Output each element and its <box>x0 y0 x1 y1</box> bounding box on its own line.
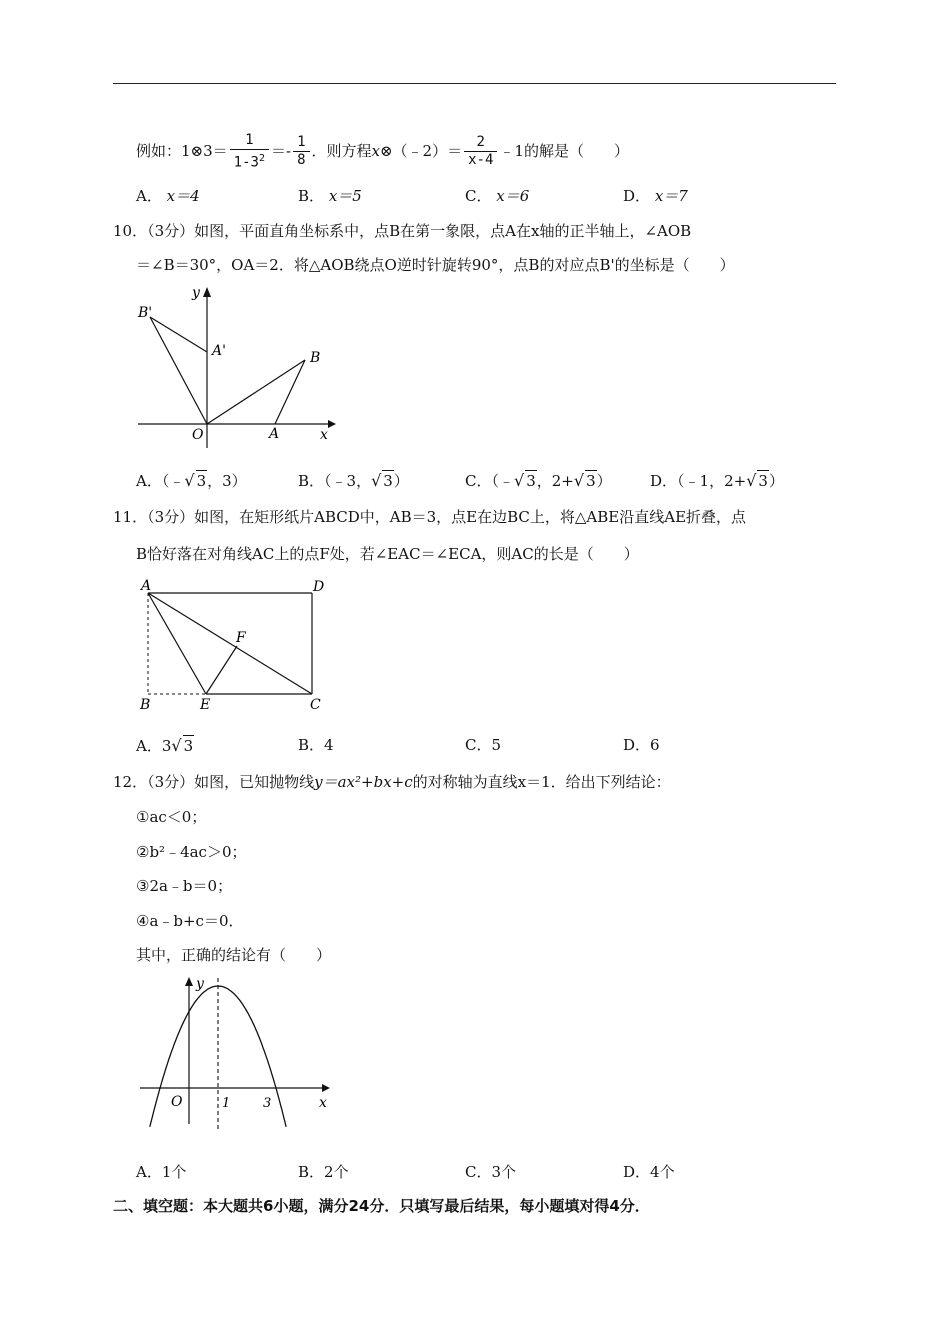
q9-prefix: 例如：1⊗3＝ <box>136 141 228 160</box>
q12-option-d: D．4个 <box>623 1163 675 1181</box>
q12-label-o: O <box>171 1094 183 1110</box>
q11-figure <box>135 576 335 716</box>
q12-stem: 12．（3分）如图，已知抛物线y＝ax²+bx+c的对称轴为直线x＝1．给出下列结论： <box>113 773 671 791</box>
q9-fraction-2 <box>293 134 309 169</box>
q9-f3-num: 2 <box>464 134 497 152</box>
q10-label-x: x <box>320 427 328 443</box>
q11-label-e: E <box>200 697 211 713</box>
q11-stem-line1: 11．（3分）如图，在矩形纸片ABCD中，AB＝3，点E在边BC上，将△ABE沿直线AE折叠，点 <box>113 508 747 526</box>
q10-option-a: A．（﹣√ 3，3） <box>136 471 247 490</box>
q9-f2-num: 1 <box>293 134 309 152</box>
q10-option-b: B．（﹣3，√ 3） <box>298 471 409 490</box>
q12-y-arrow <box>185 977 193 986</box>
q12-conclusion-1: ①ac＜0； <box>136 808 207 826</box>
q12-conclusion-4: ④a﹣b+c＝0． <box>136 912 244 930</box>
header-rule <box>113 83 836 84</box>
q9-fraction-3 <box>464 134 497 169</box>
q9-f1-exp: 2 <box>258 153 265 164</box>
q12-label-y: y <box>196 976 204 992</box>
q10-label-o: O <box>192 427 204 443</box>
q10-label-a: A <box>269 426 280 442</box>
q11-label-f: F <box>236 630 246 646</box>
q9-f3-den: x-4 <box>468 152 494 169</box>
q12-label-1: 1 <box>222 1096 231 1111</box>
q9-option-c: C． x＝6 <box>465 187 530 205</box>
q11-label-a: A <box>141 578 152 594</box>
q10-bpap <box>150 317 207 352</box>
q11-option-d: D．6 <box>623 736 660 754</box>
q10-option-d: D．（﹣1，2+√ 3） <box>650 471 784 490</box>
q9-option-b: B． x＝5 <box>298 187 362 205</box>
q12-x-arrow <box>322 1084 330 1092</box>
q9-option-a: A． x＝4 <box>136 187 200 205</box>
q10-stem-line1: 10．（3分）如图，平面直角坐标系中，点B在第一象限，点A在x轴的正半轴上，∠AOB <box>113 222 692 240</box>
q10-option-c: C．（﹣√ 3，2+√ 3） <box>465 471 612 490</box>
q10-label-bprime: B' <box>138 305 153 321</box>
q9-tail: ﹣1的解是（ ） <box>499 141 629 160</box>
q9-op: ⊗（﹣2）＝ <box>379 141 463 160</box>
q11-option-a: A．3√ 3 <box>136 736 194 755</box>
q9-var-x: x <box>371 141 380 160</box>
q12-label-3: 3 <box>263 1096 272 1111</box>
q9-option-d: D． x＝7 <box>623 187 688 205</box>
q11-label-d: D <box>313 579 325 595</box>
q9-f1-den: 1-3 <box>233 154 259 171</box>
q11-option-c: C．5 <box>465 736 502 754</box>
q12-option-c: C．3个 <box>465 1163 517 1181</box>
q11-label-b: B <box>140 697 151 713</box>
section-2-heading: 二、填空题：本大题共6小题，满分24分．只填写最后结果，每小题填对得4分． <box>113 1197 650 1215</box>
q9-f2-den: 8 <box>297 152 306 169</box>
q9-eq-mid: ＝- <box>270 141 292 160</box>
q12-option-b: B．2个 <box>298 1163 349 1181</box>
q11-stem-line2: B恰好落在对角线AC上的点F处，若∠EAC＝∠ECA，则AC的长是（ ） <box>136 545 639 563</box>
q10-label-y: y <box>192 285 200 301</box>
q9-then: ．则方程 <box>311 141 372 160</box>
q9-f1-num: 1 <box>230 132 269 150</box>
q12-question: 其中，正确的结论有（ ） <box>136 946 332 964</box>
q12-label-x: x <box>319 1095 327 1111</box>
q11-option-b: B．4 <box>298 736 334 754</box>
q9-example-line <box>136 132 629 172</box>
q10-figure <box>130 283 340 453</box>
q11-label-c: C <box>310 697 321 713</box>
q10-y-arrow <box>203 287 211 297</box>
q9-fraction-1 <box>230 132 269 172</box>
q12-figure <box>136 974 336 1134</box>
q10-label-aprime: A' <box>212 343 226 359</box>
q10-obp <box>150 317 207 424</box>
q12-option-a: A．1个 <box>136 1163 187 1181</box>
q10-x-arrow <box>328 420 336 428</box>
q10-stem-line2: ＝∠B＝30°，OA＝2．将△AOB绕点O逆时针旋转90°，点B的对应点B'的坐标是（ ） <box>136 256 735 274</box>
q12-conclusion-2: ②b²﹣4ac＞0； <box>136 843 247 861</box>
q10-label-b: B <box>310 350 321 366</box>
q12-conclusion-3: ③2a﹣b＝0； <box>136 877 233 895</box>
